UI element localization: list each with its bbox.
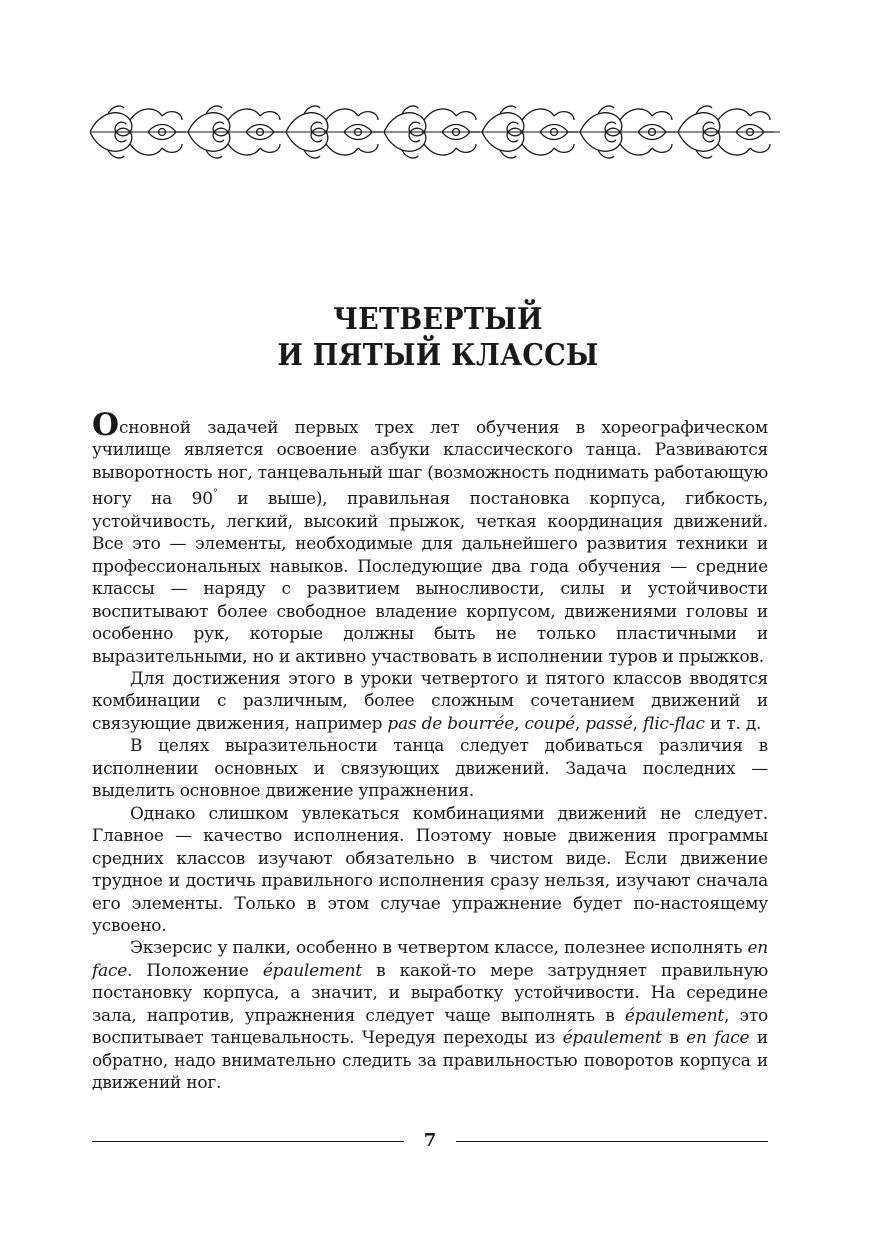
text-run: , <box>514 712 525 733</box>
footer-rule-left <box>92 1141 404 1142</box>
italic-term: épaulement <box>624 1004 725 1025</box>
italic-term: en face <box>686 1027 750 1048</box>
italic-term: flic-flac <box>643 712 705 733</box>
text-run: Однако слишком увлекаться комбинациями движений не следует. Главное — качество исполнения. Поэтому новые движения программы средних классов изучают обязательно в чистом виде. Если движение трудное и достичь правильного исполнения сразу нельзя, изучают сначала его элементы. Только в этом случае упражнение будет по-настоящему усвоено. <box>92 802 768 935</box>
body-text <box>92 407 769 1094</box>
text-run: в какой-то мере затрудняет правильную постановку корпуса, а значит, и выработку устойчивости. На середине зала, напротив, упражнения следует чаще выполнять в <box>92 959 769 1025</box>
text-run: Для достижения этого в уроки четвертого и пятого классов вводятся комбинации с различным, более сложным сочетанием движений и связующие движения, например <box>92 667 768 733</box>
paragraph <box>92 936 768 1093</box>
italic-term: en face <box>92 937 768 980</box>
text-run: сновной задачей первых трех лет обучения в хореографическом училище является освоение азбуки классического танца. Развиваются выворотность ног, танцевальный шаг (возможность поднимать работающую ногу на 90 <box>92 417 768 509</box>
text-run: В целях выразительности танца следует добиваться различия в исполнении основных и связующих движений. Задача последних — выделить основное движение упражнения. <box>92 735 768 801</box>
text-run: . Положение <box>127 959 263 980</box>
italic-term: épaulement <box>562 1027 662 1048</box>
paragraph <box>92 407 768 667</box>
page-number: 7 <box>423 1130 437 1151</box>
text-run: в <box>661 1027 687 1048</box>
chapter-title-line-1: ЧЕТВЕРТЫЙ <box>333 302 543 337</box>
italic-term: passé <box>585 712 633 733</box>
degree-sign: ° <box>212 488 218 500</box>
text-run: и выше), правильная постановка корпуса, гибкость, устойчивость, легкий, высокий прыжок, четкая координация движений. Все это — элементы, необходимые для дальнейшего развития техники и профессиональных навыков. Последующие два года обучения — средние классы — наряду с развитием выносливости, силы и устойчивости воспитывают более свободное владение корпусом, движениями головы и особенно рук, которые должны быть не только пластичными и выразительными, но и активно участвовать в исполнении туров и прыжков. <box>92 488 768 666</box>
text-run: и обратно, надо внимательно следить за правильностью поворотов корпуса и движений ног. <box>92 1027 768 1093</box>
italic-term: épaulement <box>262 959 362 980</box>
text-run: , это воспитывает танцевальность. Чередуя переходы из <box>92 1004 768 1048</box>
paragraph <box>92 802 768 937</box>
text-run: и т. д. <box>704 712 762 733</box>
text-run: , <box>632 712 644 733</box>
page-footer <box>92 1128 768 1156</box>
chapter-title-line-2: И ПЯТЫЙ КЛАССЫ <box>277 338 599 373</box>
chapter-title <box>44 302 832 374</box>
paragraph <box>92 667 768 734</box>
footer-rule-right <box>456 1141 768 1142</box>
paragraph <box>92 734 768 801</box>
text-run: Экзерсис у палки, особенно в четвертом классе, полезнее исполнять <box>130 937 748 958</box>
italic-term: pas de bourrée <box>387 712 515 733</box>
ornament-band <box>90 106 780 158</box>
drop-cap: О <box>92 407 120 443</box>
text-run: , <box>574 712 586 733</box>
italic-term: coupé <box>524 712 575 733</box>
decorative-header-ornament <box>90 100 780 164</box>
